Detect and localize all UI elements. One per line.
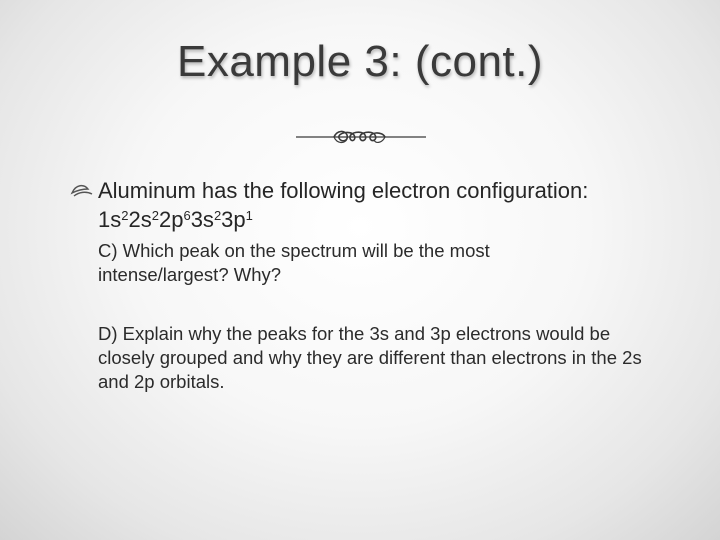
question-d: D) Explain why the peaks for the 3s and 3p electrons would be closely grouped and why they are different than electrons in the 2s and 2p orbitals. [98, 323, 642, 392]
config-base-2s: 2s [128, 207, 152, 232]
config-exponent: 1 [245, 208, 253, 223]
config-base-2p: 2p [158, 207, 184, 232]
slide-content [70, 176, 680, 394]
config-base-3p: 3p [221, 207, 246, 232]
config-exponent: 2 [151, 208, 159, 223]
config-exponent: 6 [183, 208, 191, 223]
electron-configuration [98, 205, 680, 234]
slide-title: Example 3: (cont.) [176, 37, 544, 86]
bullet-item [70, 176, 680, 234]
config-base-3s: 3s [190, 207, 214, 232]
leaf-bullet-icon [70, 183, 94, 199]
scroll-flourish-icon [296, 122, 426, 152]
config-exponent: 2 [213, 208, 222, 223]
bullet-text: Aluminum has the following electron configuration: [98, 178, 589, 203]
config-base-1s: 1s [98, 207, 122, 232]
question-c: C) Which peak on the spectrum will be the most intense/largest? Why? [98, 240, 490, 285]
config-exponent: 2 [121, 208, 129, 223]
